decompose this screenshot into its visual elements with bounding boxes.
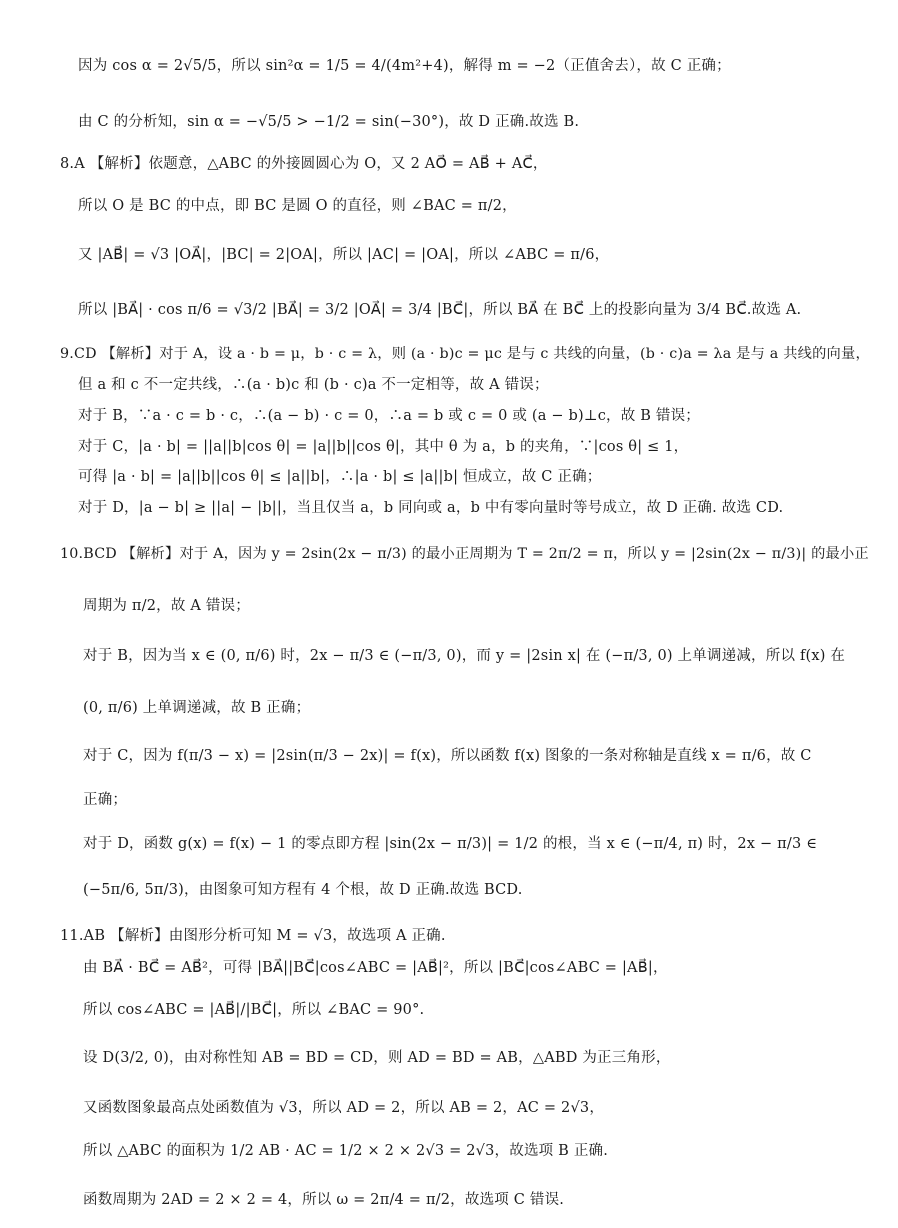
text-line-27: 函数周期为 2AD = 2 × 2 = 4，所以 ω = 2π/4 = π/2，故选项 C 错误. (83, 1192, 565, 1208)
text-line-1: 因为 cos α = 2√5/5，所以 sin²α = 1/5 = 4/(4m²+4)，解得 m = −2（正值舍去），故 C 正确； (78, 58, 731, 74)
text-line-17: 对于 C，因为 f(π/3 − x) = |2sin(π/3 − 2x)| = f(x)，所以函数 f(x) 图象的一条对称轴是直线 x = π/6，故 C (83, 748, 812, 764)
text-line-15: 对于 B，因为当 x ∈ (0, π/6) 时，2x − π/3 ∈ (−π/3, 0)，而 y = |2sin x| 在 (−π/3, 0) 上单调递减，所以 f(x) 在 (83, 648, 846, 664)
text-line-22: 由 BA⃗ · BC⃗ = AB⃗²，可得 |BA⃗||BC⃗|cos∠ABC = |AB⃗|²，所以 |BC⃗|cos∠ABC = |AB⃗|， (83, 960, 668, 976)
text-line-3: 8.A 【解析】依题意，△ABC 的外接圆圆心为 O，又 2 AO⃗ = AB⃗ + AC⃗， (60, 156, 548, 172)
text-line-12: 对于 D，|a − b| ≥ ||a| − |b||，当且仅当 a，b 同向或 a，b 中有零向量时等号成立，故 D 正确. 故选 CD. (78, 500, 784, 516)
text-line-5: 又 |AB⃗| = √3 |OA⃗|，|BC| = 2|OA|，所以 |AC| = |OA|，所以 ∠ABC = π/6， (78, 247, 610, 263)
text-line-7: 9.CD 【解析】对于 A，设 a · b = μ，b · c = λ，则 (a · b)c = μc 是与 c 共线的向量，(b · c)a = λa 是与 a 共线的向量， (60, 346, 870, 362)
text-line-8: 但 a 和 c 不一定共线，∴(a · b)c 和 (b · c)a 不一定相等，故 A 错误； (78, 377, 549, 393)
text-line-19: 对于 D，函数 g(x) = f(x) − 1 的零点即方程 |sin(2x − π/3)| = 1/2 的根，当 x ∈ (−π/4, π) 时，2x − π/3 ∈ (83, 836, 818, 852)
text-line-26: 所以 △ABC 的面积为 1/2 AB · AC = 1/2 × 2 × 2√3 = 2√3，故选项 B 正确. (83, 1143, 609, 1159)
text-line-16: (0, π/6) 上单调递减，故 B 正确； (83, 700, 311, 716)
text-line-20: (−5π/6, 5π/3)，由图象可知方程有 4 个根，故 D 正确.故选 BCD. (83, 882, 523, 898)
text-line-6: 所以 |BA⃗| · cos π/6 = √3/2 |BA⃗| = 3/2 |OA⃗| = 3/4 |BC⃗|，所以 BA⃗ 在 BC⃗ 上的投影向量为 3/4 BC⃗.故选 A. (78, 302, 802, 318)
text-line-9: 对于 B，∵a · c = b · c，∴(a − b) · c = 0，∴a = b 或 c = 0 或 (a − b)⊥c，故 B 错误； (78, 408, 700, 424)
text-line-10: 对于 C，|a · b| = ||a||b|cos θ| = |a||b||cos θ|，其中 θ 为 a，b 的夹角，∵|cos θ| ≤ 1， (78, 439, 689, 455)
text-line-4: 所以 O 是 BC 的中点，即 BC 是圆 O 的直径，则 ∠BAC = π/2， (78, 198, 517, 214)
text-line-13: 10.BCD 【解析】对于 A，因为 y = 2sin(2x − π/3) 的最小正周期为 T = 2π/2 = π，所以 y = |2sin(2x − π/3)| 的最小正 (60, 546, 869, 562)
text-line-11: 可得 |a · b| = |a||b||cos θ| ≤ |a||b|，∴|a · b| ≤ |a||b| 恒成立，故 C 正确； (78, 469, 602, 485)
text-line-2: 由 C 的分析知，sin α = −√5/5 > −1/2 = sin(−30°)，故 D 正确.故选 B. (78, 114, 580, 130)
text-line-23: 所以 cos∠ABC = |AB⃗|/|BC⃗|，所以 ∠BAC = 90°. (83, 1002, 425, 1018)
text-line-24: 设 D(3/2, 0)，由对称性知 AB = BD = CD，则 AD = BD = AB，△ABD 为正三角形， (83, 1050, 671, 1066)
text-line-18: 正确； (83, 792, 128, 808)
text-line-25: 又函数图象最高点处函数值为 √3，所以 AD = 2，所以 AB = 2，AC = 2√3， (83, 1100, 605, 1116)
text-line-21: 11.AB 【解析】由图形分析可知 M = √3，故选项 A 正确. (60, 928, 446, 944)
text-line-14: 周期为 π/2，故 A 错误； (83, 598, 250, 614)
